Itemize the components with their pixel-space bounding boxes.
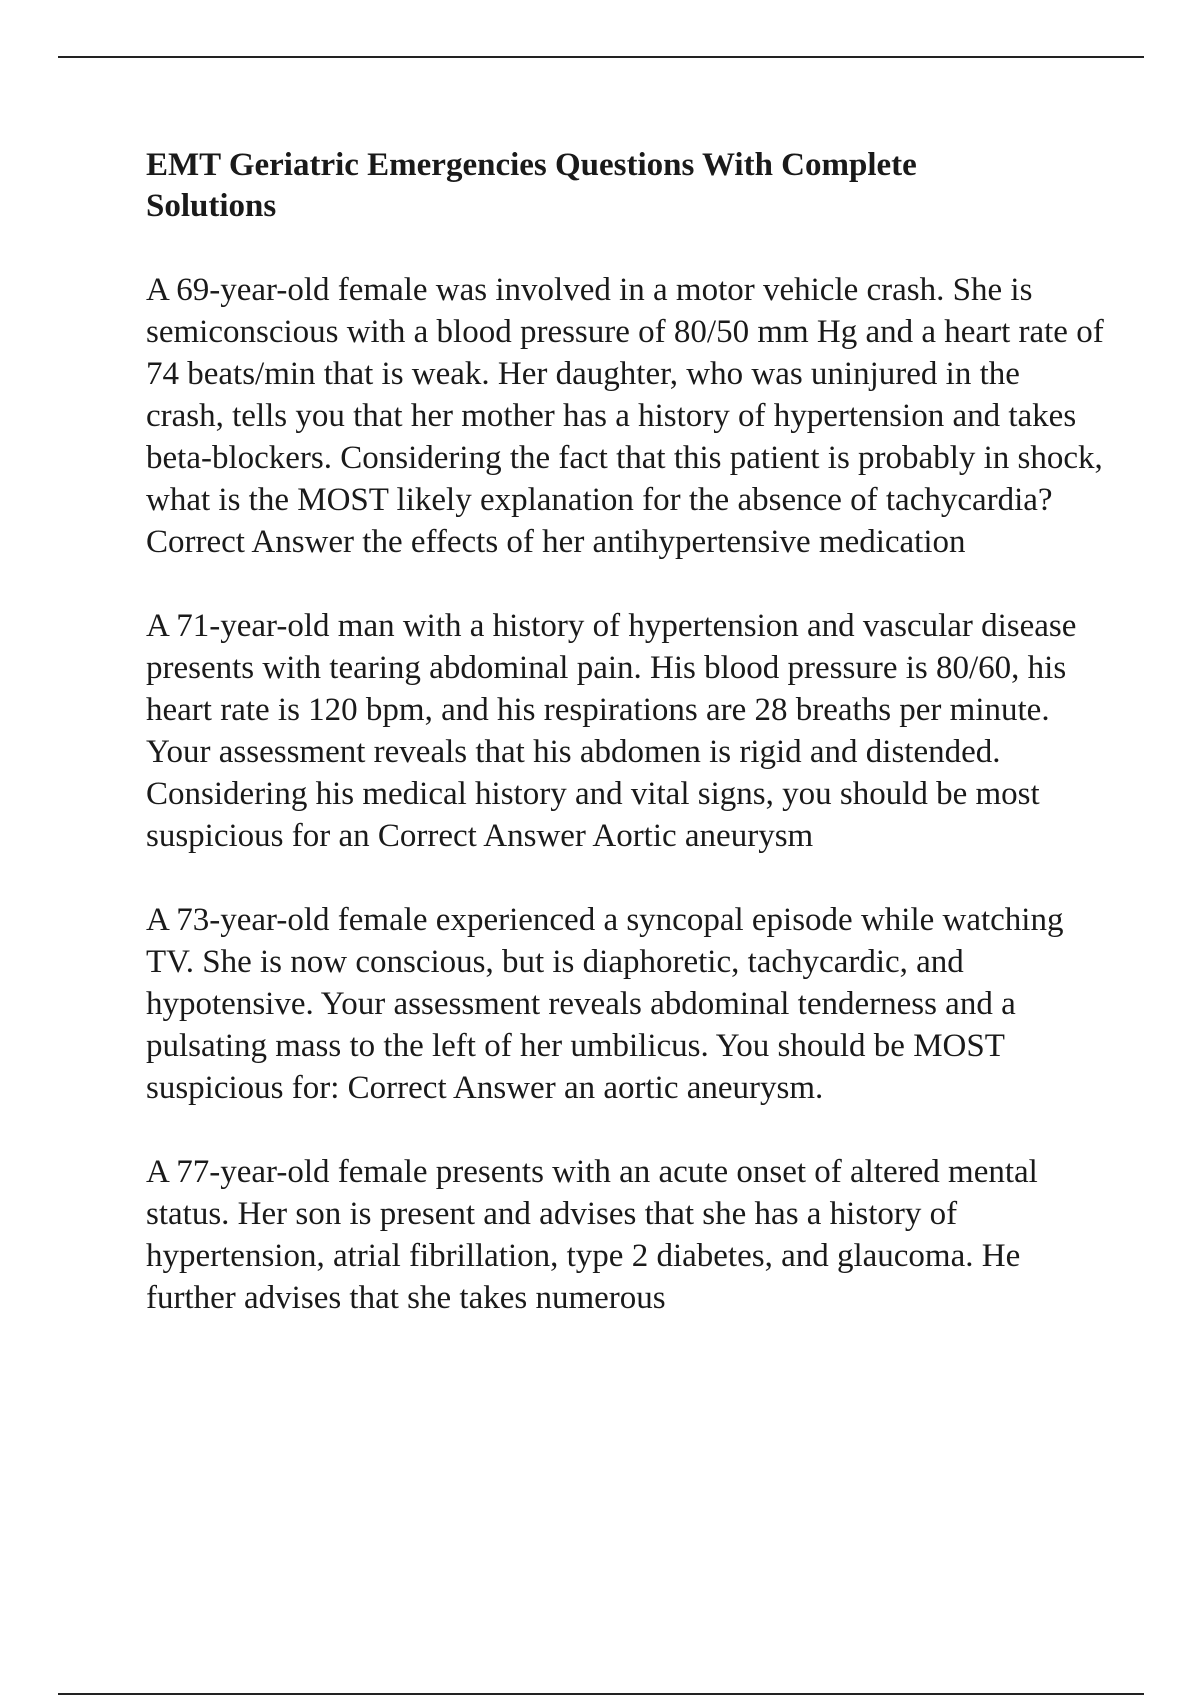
question-text: A 77-year-old female presents with an acute onset of altered mental status. Her son is present and advises that she has a history of hypertension, atrial fibrillation, type 2 diabetes, and glaucoma. He further advises that she takes numerous [146, 1154, 1038, 1316]
qa-item-4 [146, 1151, 1104, 1319]
question-text: A 73-year-old female experienced a syncopal episode while watching TV. She is now conscious, but is diaphoretic, tachycardic, and hypotensive. Your assessment reveals abdominal tenderness and a pulsating mass to the left of her umbilicus. You should be MOST suspicious for: [146, 902, 1064, 1106]
question-text: A 71-year-old man with a history of hypertension and vascular disease presents with tearing abdominal pain. His blood pressure is 80/60, his heart rate is 120 bpm, and his respirations are 28 breaths per minute. Your assessment reveals that his abdomen is rigid and distended. Considering his medical history and vital signs, you should be most suspicious for an [146, 608, 1077, 854]
answer-text: the effects of her antihypertensive medication [362, 524, 966, 560]
document-title: EMT Geriatric Emergencies Questions With Complete Solutions [146, 147, 917, 224]
qa-item-2 [146, 605, 1104, 857]
document-body [146, 145, 1106, 1319]
top-rule [58, 56, 1144, 58]
bottom-rule [58, 1693, 1144, 1695]
answer-label: Correct Answer [347, 1070, 556, 1106]
question-text: A 69-year-old female was involved in a motor vehicle crash. She is semiconscious with a blood pressure of 80/50 mm Hg and a heart rate of 74 beats/min that is weak. Her daughter, who was uninjured in the crash, tells you that her mother has a history of hypertension and takes beta-blockers. Considering the fact that this patient is probably in shock, what is the MOST likely explanation for the absence of tachycardia? [146, 272, 1104, 518]
qa-item-1 [146, 269, 1104, 563]
qa-item-3 [146, 899, 1104, 1109]
answer-text: Aortic aneurysm [592, 818, 814, 854]
answer-label: Correct Answer [146, 524, 355, 560]
answer-text: an aortic aneurysm. [563, 1070, 824, 1106]
answer-label: Correct Answer [377, 818, 586, 854]
